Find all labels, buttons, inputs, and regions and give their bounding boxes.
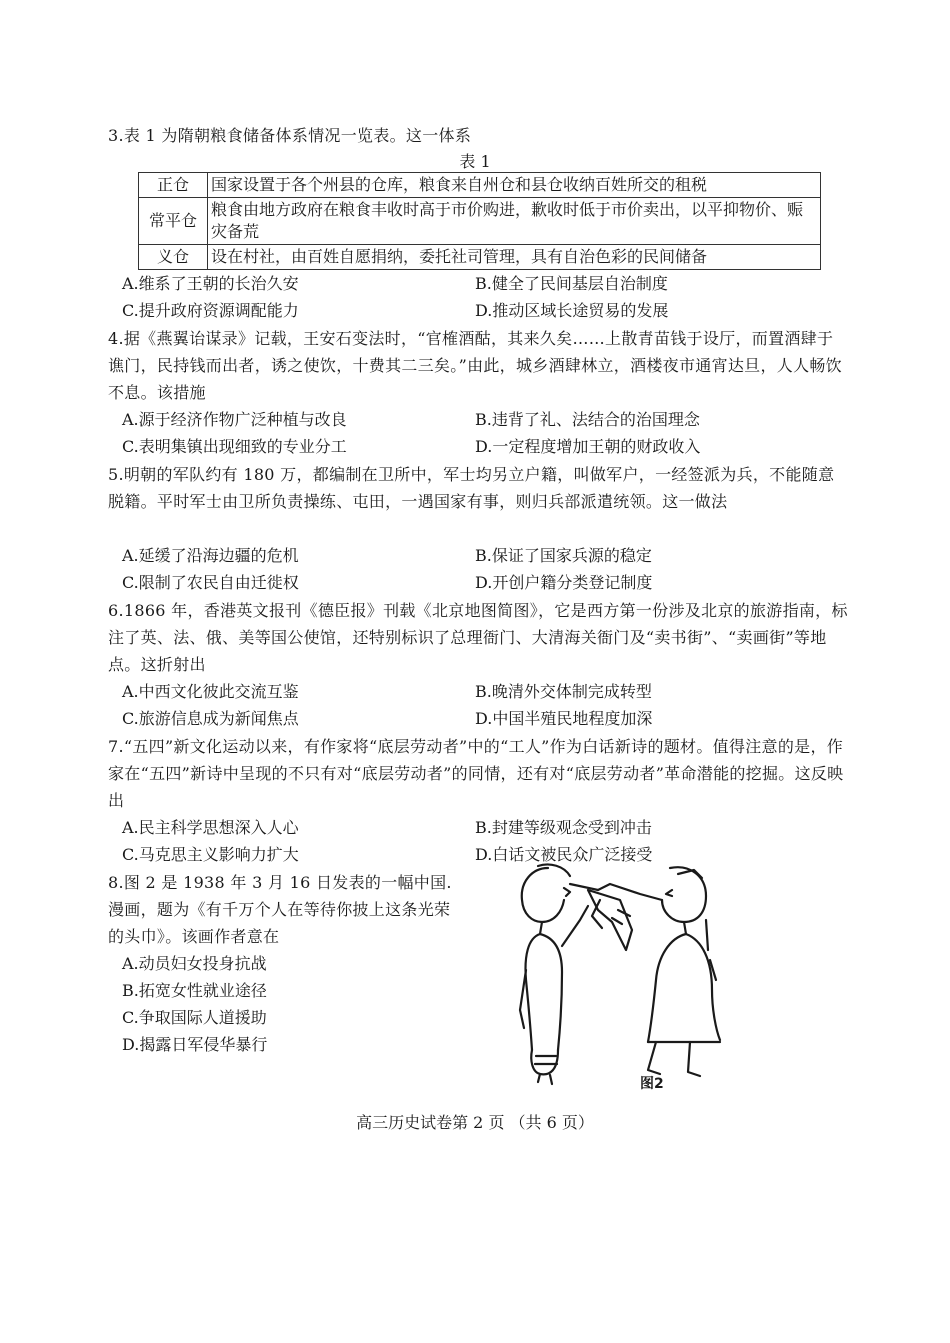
table-cell-name: 正仓 [139,173,208,198]
option-a[interactable]: A.维系了王朝的长治久安 [122,274,299,293]
option-c[interactable]: C.马克思主义影响力扩大 [122,845,299,864]
option-d[interactable]: D.中国半殖民地程度加深 [475,709,653,728]
question-5-stem: 5.明朝的军队约有 180 万，都编制在卫所中，军士均另立户籍，叫做军户，一经签派为兵，不能随意脱籍。平时军士由卫所负责操练、屯田，一遇国家有事，则归兵部派遣统领。这一做法 [108,465,835,511]
option-a[interactable]: A.源于经济作物广泛种植与改良 [122,410,347,429]
question-6-stem: 6.1866 年，香港英文报刊《德臣报》刊载《北京地图简图》，它是西方第一份涉及北京的旅游指南，标注了英、法、俄、美等国公使馆，还特别标识了总理衙门、大清海关衙门及“卖书街”、“卖画街”等地点。这折射出 [108,601,848,674]
table-cell-desc: 粮食由地方政府在粮食丰收时高于市价购进，歉收时低于市价卖出，以平抑物价、赈灾备荒 [208,198,821,245]
option-b[interactable]: B.拓宽女性就业途径 [122,981,267,1000]
table-row [139,198,821,245]
option-d[interactable]: D.开创户籍分类登记制度 [475,573,653,592]
option-d[interactable]: D.白话文被民众广泛接受 [475,845,653,864]
option-c[interactable]: C.争取国际人道援助 [122,1008,267,1027]
option-d[interactable]: D.揭露日军侵华暴行 [122,1035,268,1054]
option-c[interactable]: C.旅游信息成为新闻焦点 [122,709,299,728]
option-b[interactable]: B.保证了国家兵源的稳定 [475,546,652,565]
figure-2-cartoon [480,860,750,1092]
option-b[interactable]: B.健全了民间基层自治制度 [475,274,668,293]
table-row [139,245,821,270]
option-d[interactable]: D.推动区域长途贸易的发展 [475,301,669,320]
cartoon-illustration [480,860,750,1092]
option-a[interactable]: A.中西文化彼此交流互鉴 [122,682,299,701]
page-footer: 高三历史试卷第 2 页 （共 6 页） [356,1113,594,1132]
option-a[interactable]: A.民主科学思想深入人心 [122,818,299,837]
table-1-caption: 表 1 [459,152,491,171]
option-b[interactable]: B.晚清外交体制完成转型 [475,682,652,701]
option-b[interactable]: B.违背了礼、法结合的治国理念 [475,410,700,429]
question-8-stem: 8.图 2 是 1938 年 3 月 16 日发表的一幅中国.漫画，题为《有千万个人在等待你披上这条光荣的头巾》。该画作者意在 [108,873,452,946]
option-b[interactable]: B.封建等级观念受到冲击 [475,818,652,837]
figure-2-label: 图2 [640,1076,664,1092]
table-cell-desc: 设在村社，由百姓自愿捐纳，委托社司管理，具有自治色彩的民间储备 [208,245,821,270]
question-3-stem: 3.表 1 为隋朝粮食储备体系情况一览表。这一体系 [108,126,472,145]
option-a[interactable]: A.动员妇女投身抗战 [122,954,267,973]
option-d[interactable]: D.一定程度增加王朝的财政收入 [475,437,701,456]
table-cell-name: 常平仓 [139,198,208,245]
option-c[interactable]: C.限制了农民自由迁徙权 [122,573,299,592]
option-c[interactable]: C.表明集镇出现细致的专业分工 [122,437,347,456]
table-row [139,173,821,198]
table-cell-name: 义仓 [139,245,208,270]
table-cell-desc: 国家设置于各个州县的仓库，粮食来自州仓和县仓收纳百姓所交的租税 [208,173,821,198]
question-7-stem: 7.“五四”新文化运动以来，有作家将“底层劳动者”中的“工人”作为白话新诗的题材。值得注意的是，作家在“五四”新诗中呈现的不只有对“底层劳动者”的同情，还有对“底层劳动者”革命潜能的挖掘。这反映出 [108,737,844,810]
table-1 [138,172,821,270]
option-c[interactable]: C.提升政府资源调配能力 [122,301,299,320]
question-4-stem: 4.据《燕翼诒谋录》记载，王安石变法时，“官榷酒酤，其来久矣……上散青苗钱于设厅，而置酒肆于谯门，民持钱而出者，诱之使饮，十费其二三矣。”由此，城乡酒肆林立，酒楼夜市通宵达旦，人人畅饮不息。该措施 [108,329,842,402]
option-a[interactable]: A.延缓了沿海边疆的危机 [122,546,299,565]
